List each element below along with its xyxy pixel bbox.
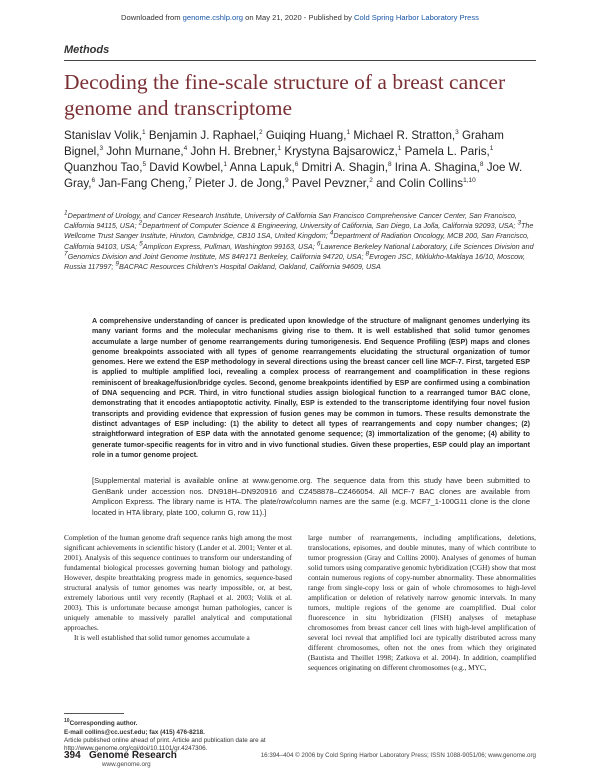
affiliation-text: The Wellcome Trust Sanger Institute, Hinxton, Cambridge, CB10 1SA, United Kingdom; — [64, 221, 534, 241]
author-name — [191, 145, 282, 158]
author-affiliation-mark: 3 — [99, 145, 104, 153]
author-affiliation-mark: 1 — [489, 145, 494, 153]
affiliation-mark: 4 — [329, 230, 334, 238]
affiliation-text: BACPAC Resources Children's Hospital Oakland, Oakland, California 94609, USA — [119, 262, 381, 272]
author-name-text: and Colin Collins — [376, 177, 464, 190]
affiliation-text: Genomics Division and Joint Genome Institute, MS 84R171 Berkeley, California 94720, USA; — [67, 251, 366, 261]
author-affiliation-mark: 1 — [397, 145, 402, 153]
abstract: A comprehensive understanding of cancer is predicated upon knowledge of the structure of malignant genomes underlying its many variant forms and the molecular mechanisms giving rise to them. It is well established that solid tumor genomes accumulate a large number of genome rearrangements during tumorigenesis. End Sequence Profiling (ESP) maps and clones genome breakpoints associated with all types of genome rearrangements elucidating the structural organization of tumor genomes. Here we extend the ESP methodology in several directions using the breast cancer cell line MCF-7. First, targeted ESP is applied to multiple amplified loci, revealing a complex process of rearrangement and coamplification in these regions reminiscent of breakage/fusion/bridge cycles. Second, genome breakpoints identified by ESP are confirmed using a combination of DNA sequencing and PCR. Third, in vitro functional studies assign biological function to a rearranged tumor BAC clone, demonstrating that it encodes antiapoptotic activity. Finally, ESP is extended to the transcriptome identifying four novel fusion transcripts and providing evidence that expression of fusion genes may be common in tumors. These results demonstrate the distinct advantages of ESP including: (1) the ability to detect all types of rearrangements and copy number changes; (2) straightforward integration of ESP data with the annotated genome sequence; (3) immortalization of the genome; (4) ability to generate tumor-specific reagents for in vitro and in vivo functional studies. Given these properties, ESP could play an important role in a tumor genome project. — [92, 317, 530, 459]
affiliation-mark: 9 — [115, 260, 120, 268]
author-affiliation-mark: 1 — [141, 129, 146, 137]
author-name-text: Guiqing Huang, — [265, 129, 347, 142]
author-affiliation-mark: 8 — [387, 161, 392, 169]
affiliation-mark: 3 — [517, 219, 521, 227]
author-name-text: John H. Brebner, — [190, 145, 278, 158]
author-name — [230, 161, 299, 174]
page-footer — [64, 750, 177, 761]
affiliations — [64, 211, 536, 272]
footnote: $^{10}$Corresponding author. E-mail collins@cc.ucsf.edu; fax (415) 476-8218. Article published online ahead of print. Article and publication date are at http://www.genome.org/cgi/doi/10.1101/gr.4247306. — [64, 717, 294, 754]
author-name-text: Quanzhou Tao, — [64, 161, 143, 174]
corresponding-email: E-mail collins@cc.ucsf.edu; fax (415) 476-8218. — [64, 728, 205, 736]
author-name-text: Krystyna Bajsarowicz, — [284, 145, 398, 158]
author-affiliation-mark: 2 — [369, 177, 373, 185]
affiliation-text: Department of Radiation Oncology, MCB 200, San Francisco, California 94103, USA; — [64, 231, 530, 251]
footnote-rule — [64, 713, 124, 714]
author-name-text: Michael R. Stratton, — [353, 129, 456, 142]
author-name-text: Anna Lapuk, — [229, 161, 295, 174]
affiliation-text: Amplicon Express, Pullman, Washington 99163, USA; — [142, 241, 317, 251]
affiliation-text: Department of Urology, and Cancer Research Institute, University of California San Francisco Comprehensive Cancer Center, San Francisco, California 94115, USA; — [64, 211, 517, 231]
author-name-text: Pieter J. de Jong, — [194, 177, 286, 190]
author-name-text: Irina A. Shagina, — [394, 161, 480, 174]
author-affiliation-mark: 8 — [479, 161, 484, 169]
author-name-text: John Murnane, — [106, 145, 184, 158]
author-name — [266, 129, 350, 142]
journal-website[interactable]: www.genome.org — [102, 761, 151, 768]
paragraph: large number of rearrangements, including amplifications, deletions, translocations, episomes, and double minutes, many of which contribute to tumor progression (Gray and Collins 2000). Analyses of genomes of human solid tumors using comparative genomic hybridization (CGH) show that most contain numerous regions of copy-number abnormality. These abnormalities range from single-copy loss or gain of whole chromosomes to high-level amplification or deletion of relatively narrow genomic intervals. In many tumors, multiple regions of the genome are coamplified. Dual color fluorescence in situ hybridization (FISH) analyses of metaphase chromosomes from breast cancer cell lines with high-level amplification of several loci reveal that amplified loci are typically distributed across many different chromosomes, often not the ones from which they originated (Bautista and Theillet 1998; Zatkova et al. 2004). In addition, coamplified sequences originating on different chromosomes (e.g., MYC, — [308, 533, 536, 672]
paragraph: Completion of the human genome draft sequence ranks high among the most significant achievements in scientific history (Lander et al. 2001; Venter et al. 2001). Analysis of this sequence continues to transform our understanding of fundamental biological processes governing human biology and pathology. However, despite breathtaking progress made in genomics, sequence-based structural analysis of tumor genomes was nearly impossible, or, at best, extremely laborious until very recently (Raphael et al. 2003; Volik et al. 2003). This is unfortunate because amongst human pathologies, cancer is uniquely amenable to massively parallel analytical and computational approaches. — [64, 533, 292, 632]
header-rule — [64, 60, 536, 61]
paragraph: It is well established that solid tumor genomes accumulate a — [74, 633, 250, 642]
author-name — [405, 145, 494, 158]
author-name — [353, 129, 458, 142]
affiliation-mark: 2 — [138, 219, 143, 227]
author-name — [149, 161, 227, 174]
author-affiliation-mark: 7 — [187, 177, 192, 185]
download-notice: Downloaded from genome.cshlp.org on May 21, 2020 - Published by Cold Spring Harbor Laboratory Press — [121, 13, 479, 22]
author-name — [106, 145, 187, 158]
author-affiliation-mark: 6 — [294, 161, 299, 169]
article-doi-note: Article published online ahead of print. Article and publication date are at http://www.genome.org/cgi/doi/10.1101/gr.4247306. — [64, 736, 266, 753]
author-name — [64, 129, 146, 142]
author-name — [98, 177, 191, 190]
author-affiliation-mark: 2 — [259, 129, 263, 137]
author-name — [284, 145, 401, 158]
journal-name: Genome Research — [89, 750, 177, 761]
publisher-link[interactable]: Cold Spring Harbor Laboratory Press — [354, 13, 479, 22]
author-name-text: Dmitri A. Shagin, — [301, 161, 388, 174]
author-name-text: David Kowbel, — [149, 161, 224, 174]
affiliation-text: Lawrence Berkeley National Laboratory, Life Sciences Division and — [320, 241, 534, 251]
author-affiliation-mark: 6 — [91, 177, 96, 185]
author-name — [64, 161, 146, 174]
affiliation-text: Evrogen JSC, Miklukho-Maklaya 16/10, Moscow, Russia 117997; — [64, 251, 525, 272]
author-affiliation-mark: 1 — [223, 161, 228, 169]
author-name — [302, 161, 392, 174]
author-name-text: Joe W. Gray, — [64, 161, 523, 190]
author-name-text: Stanislav Volik, — [64, 129, 142, 142]
section-label: Methods — [64, 44, 110, 56]
article-title: Decoding the fine-scale structure of a breast cancer genome and transcriptome — [64, 70, 506, 120]
author-affiliation-mark: 1,10 — [463, 177, 476, 185]
author-affiliation-mark: 9 — [285, 177, 289, 185]
author-affiliation-mark: 5 — [142, 161, 147, 169]
author-name-text: Pavel Pevzner, — [291, 177, 370, 190]
affiliation-mark: 7 — [64, 250, 68, 258]
genome-site-link[interactable]: genome.cshlp.org — [182, 13, 244, 22]
author-name-text: Pamela L. Paris, — [404, 145, 490, 158]
supplemental-note: [Supplemental material is available online at www.genome.org. The sequence data from this study have been submitted to GenBank under accession nos. DN918H–DN920916 and CZ458878–CZ466054. All MCF-7 BAC clones are available from Amplicon Express. The library name is HTA. The plate/row/column names are the same (e.g. MCF7_1-100G11 clone is the clone located in HTA library, plate 100, column G, row 11).] — [92, 476, 530, 517]
page-number: 394 — [64, 750, 81, 761]
affiliation-mark: 1 — [64, 209, 68, 217]
author-list — [64, 128, 534, 192]
affiliation-mark: 5 — [139, 240, 143, 248]
author-affiliation-mark: 4 — [183, 145, 188, 153]
author-name — [376, 177, 476, 190]
body-column-right — [308, 533, 536, 673]
author-name-text: Graham Bignel, — [64, 129, 504, 158]
body-column-left — [64, 533, 292, 643]
author-name-text: Benjamin J. Raphael, — [148, 129, 260, 142]
affiliation-text: Department of Computer Science & Engineering, University of California, San Diego, La Jolla, California 92093, USA; — [142, 221, 518, 231]
author-name — [292, 177, 373, 190]
affiliation-mark: 8 — [365, 250, 370, 258]
author-affiliation-mark: 1 — [277, 145, 282, 153]
author-affiliation-mark: 1 — [346, 129, 351, 137]
author-name — [395, 161, 484, 174]
author-name — [195, 177, 289, 190]
author-name — [149, 129, 263, 142]
affiliation-mark: 6 — [316, 240, 321, 248]
author-affiliation-mark: 3 — [455, 129, 459, 137]
author-name-text: Jan-Fang Cheng, — [98, 177, 188, 190]
citation-line: 16:394–404 © 2006 by Cold Spring Harbor Laboratory Press; ISSN 1088-9051/06; www.genome.org — [260, 752, 536, 759]
